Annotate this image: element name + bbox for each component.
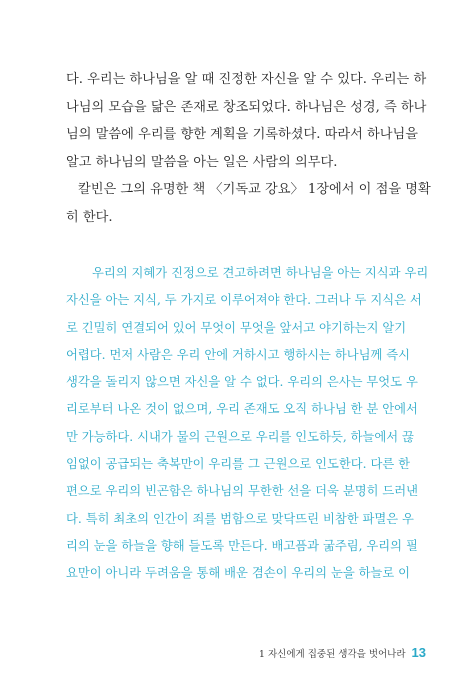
quote-line: 만 가능하다. 시내가 물의 근원으로 우리를 인도하듯, 하늘에서 끊: [66, 429, 414, 444]
quote-line: 우리의 지혜가 진정으로 견고하려면 하나님을 아는 지식과 우리: [92, 266, 429, 280]
quote-line: 생각을 돌리지 않으면 자신을 알 수 없다. 우리의 은사는 무엇도 우: [66, 375, 418, 390]
body-line: 히 한다.: [66, 209, 113, 225]
body-paragraphs: [66, 66, 431, 231]
quote-line: 리로부터 나온 것이 없으며, 우리 존재도 오직 하나님 한 분 안에서: [66, 402, 418, 417]
quote-line: 어렵다. 먼저 사람은 우리 안에 거하시고 행하시는 하나님께 즉시: [66, 347, 411, 362]
quote-line: 자신을 아는 지식, 두 가지로 이루어져야 한다. 그러나 두 지식은 서: [66, 293, 422, 308]
page-number: 13: [411, 645, 426, 660]
page-footer: [259, 645, 426, 663]
body-line: 다. 우리는 하나님을 알 때 진정한 자신을 알 수 있다. 우리는 하: [66, 72, 427, 87]
quote-line: 다. 특히 최초의 인간이 죄를 범함으로 맞닥뜨린 비참한 파멸은 우: [66, 511, 414, 526]
quote-line: 로 긴밀히 연결되어 있어 무엇이 무엇을 앞서고 야기하는지 알기: [66, 320, 407, 335]
quote-line: 편으로 우리의 빈곤함은 하나님의 무한한 선을 더욱 분명히 드러낸: [66, 484, 418, 499]
body-line: 나님의 모습을 닮은 존재로 창조되었다. 하나님은 성경, 즉 하나: [66, 99, 427, 115]
block-quote: [66, 260, 429, 588]
body-line: 칼빈은 그의 유명한 책 〈기독교 강요〉 1장에서 이 점을 명확: [78, 182, 431, 197]
quote-line: 리의 눈을 하늘을 향해 들도록 만든다. 배고픔과 굶주림, 우리의 필: [66, 538, 418, 553]
body-line: 알고 하나님의 말씀을 아는 일은 사람의 의무다.: [66, 154, 338, 170]
quote-line: 임없이 공급되는 축복만이 우리를 그 근원으로 인도한다. 다른 한: [66, 457, 411, 472]
quote-line: 요만이 아니라 두려움을 통해 배운 겸손이 우리의 눈을 하늘로 이: [66, 566, 411, 581]
body-line: 님의 말씀에 우리를 향한 계획을 기록하셨다. 따라서 하나님을: [66, 127, 419, 142]
running-head: 1 자신에게 집중된 생각을 벗어나라: [258, 649, 406, 660]
